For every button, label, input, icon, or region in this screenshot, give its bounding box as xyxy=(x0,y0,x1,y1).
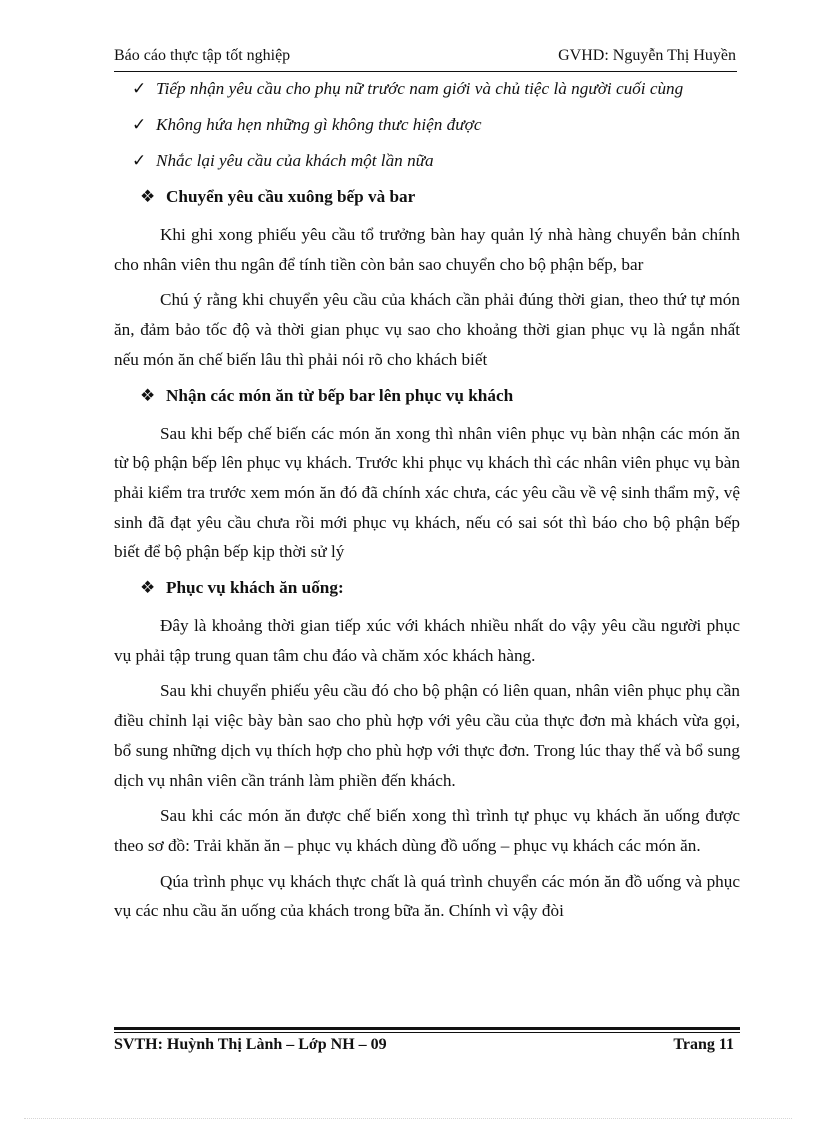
checkmark-icon: ✓ xyxy=(132,79,147,98)
page-header xyxy=(114,47,736,71)
bullet-text: Tiếp nhận yêu cầu cho phụ nữ trước nam giới và chủ tiệc là người cuối cùng xyxy=(156,79,684,98)
paragraph: Sau khi bếp chế biến các món ăn xong thì nhân viên phục vụ bàn nhận các món ăn từ bộ phận bếp lên phục vụ khách. Trước khi phục vụ khách thì các nhân viên phục vụ bàn phải kiểm tra trước xem món ăn đó đã chính xác chưa, các yêu cầu về vệ sinh thẩm mỹ, vệ sinh đã đạt yêu cầu chưa rồi mới phục vụ khách, nếu có sai sót thì báo cho bộ phận bếp biết để bộ phận bếp kịp thời sử lý xyxy=(114,423,740,562)
diamond-bullet-icon: ❖ xyxy=(140,578,156,598)
section-heading-text: Chuyển yêu cầu xuông bếp và bar xyxy=(166,187,416,206)
section-heading xyxy=(114,182,740,212)
checkmark-icon: ✓ xyxy=(132,115,147,134)
header-advisor: GVHD: Nguyễn Thị Huyền xyxy=(558,47,736,64)
bullet-text: Nhắc lại yêu cầu của khách một lần nữa xyxy=(156,151,434,170)
bullet-item xyxy=(114,146,740,176)
bullet-item xyxy=(114,110,740,140)
section-heading xyxy=(114,573,740,603)
header-rule xyxy=(114,71,737,72)
footer-rule-thin xyxy=(114,1032,740,1033)
section-heading-text: Phục vụ khách ăn uống: xyxy=(166,578,344,598)
diamond-bullet-icon: ❖ xyxy=(140,385,156,405)
paragraph: Qúa trình phục vụ khách thực chất là quá trình chuyển các món ăn đồ uống và phục vụ các nhu cầu ăn uống của khách trong bữa ăn. Chính vì vậy đòi xyxy=(114,871,740,921)
bullet-item xyxy=(114,74,740,104)
paragraph: Chú ý rằng khi chuyển yêu cầu của khách cần phải đúng thời gian, theo thứ tự món ăn, đảm bảo tốc độ và thời gian phục vụ sao cho khoảng thời gian phục vụ là ngắn nhất nếu món ăn chế biến lâu thì phải nói rõ cho khách biết xyxy=(114,290,740,369)
paragraph: Đây là khoảng thời gian tiếp xúc với khách nhiều nhất do vậy yêu cầu người phục vụ phải tập trung quan tâm chu đáo và chăm xóc khách hàng. xyxy=(114,616,740,665)
bullet-text: Không hứa hẹn những gì không thưc hiện được xyxy=(156,115,482,134)
page-footer xyxy=(114,1036,734,1060)
section-heading xyxy=(114,381,740,411)
header-report-title: Báo cáo thực tập tốt nghiệp xyxy=(114,47,291,64)
checkmark-icon: ✓ xyxy=(132,151,147,170)
document-body xyxy=(114,74,740,932)
page-number: Trang 11 xyxy=(673,1036,734,1053)
footer-rule-thick xyxy=(114,1027,740,1030)
paragraph: Sau khi chuyển phiếu yêu cầu đó cho bộ phận có liên quan, nhân viên phục phụ cần điều chỉnh lại việc bày bàn sao cho phù hợp với yêu cầu của thực đơn mà khách vừa gọi, bổ sung những dịch vụ thích hợp cho phù hợp với thực đơn. Trong lúc thay thế và bổ sung dịch vụ nhân viên cần tránh làm phiền đến khách. xyxy=(114,681,740,790)
page-edge-divider xyxy=(24,1118,792,1119)
paragraph: Khi ghi xong phiếu yêu cầu tổ trưởng bàn hay quản lý nhà hàng chuyển bản chính cho nhân viên thu ngân để tính tiền còn bản sao chuyển cho bộ phận bếp, bar xyxy=(114,225,740,274)
footer-student: SVTH: Huỳnh Thị Lành – Lớp NH – 09 xyxy=(114,1036,387,1053)
paragraph: Sau khi các món ăn được chế biến xong thì trình tự phục vụ khách ăn uống được theo sơ đồ: Trải khăn ăn – phục vụ khách dùng đồ uống – phục vụ khách các món ăn. xyxy=(114,806,740,855)
section-heading-text: Nhận các món ăn từ bếp bar lên phục vụ khách xyxy=(166,385,514,405)
diamond-bullet-icon: ❖ xyxy=(140,187,156,206)
